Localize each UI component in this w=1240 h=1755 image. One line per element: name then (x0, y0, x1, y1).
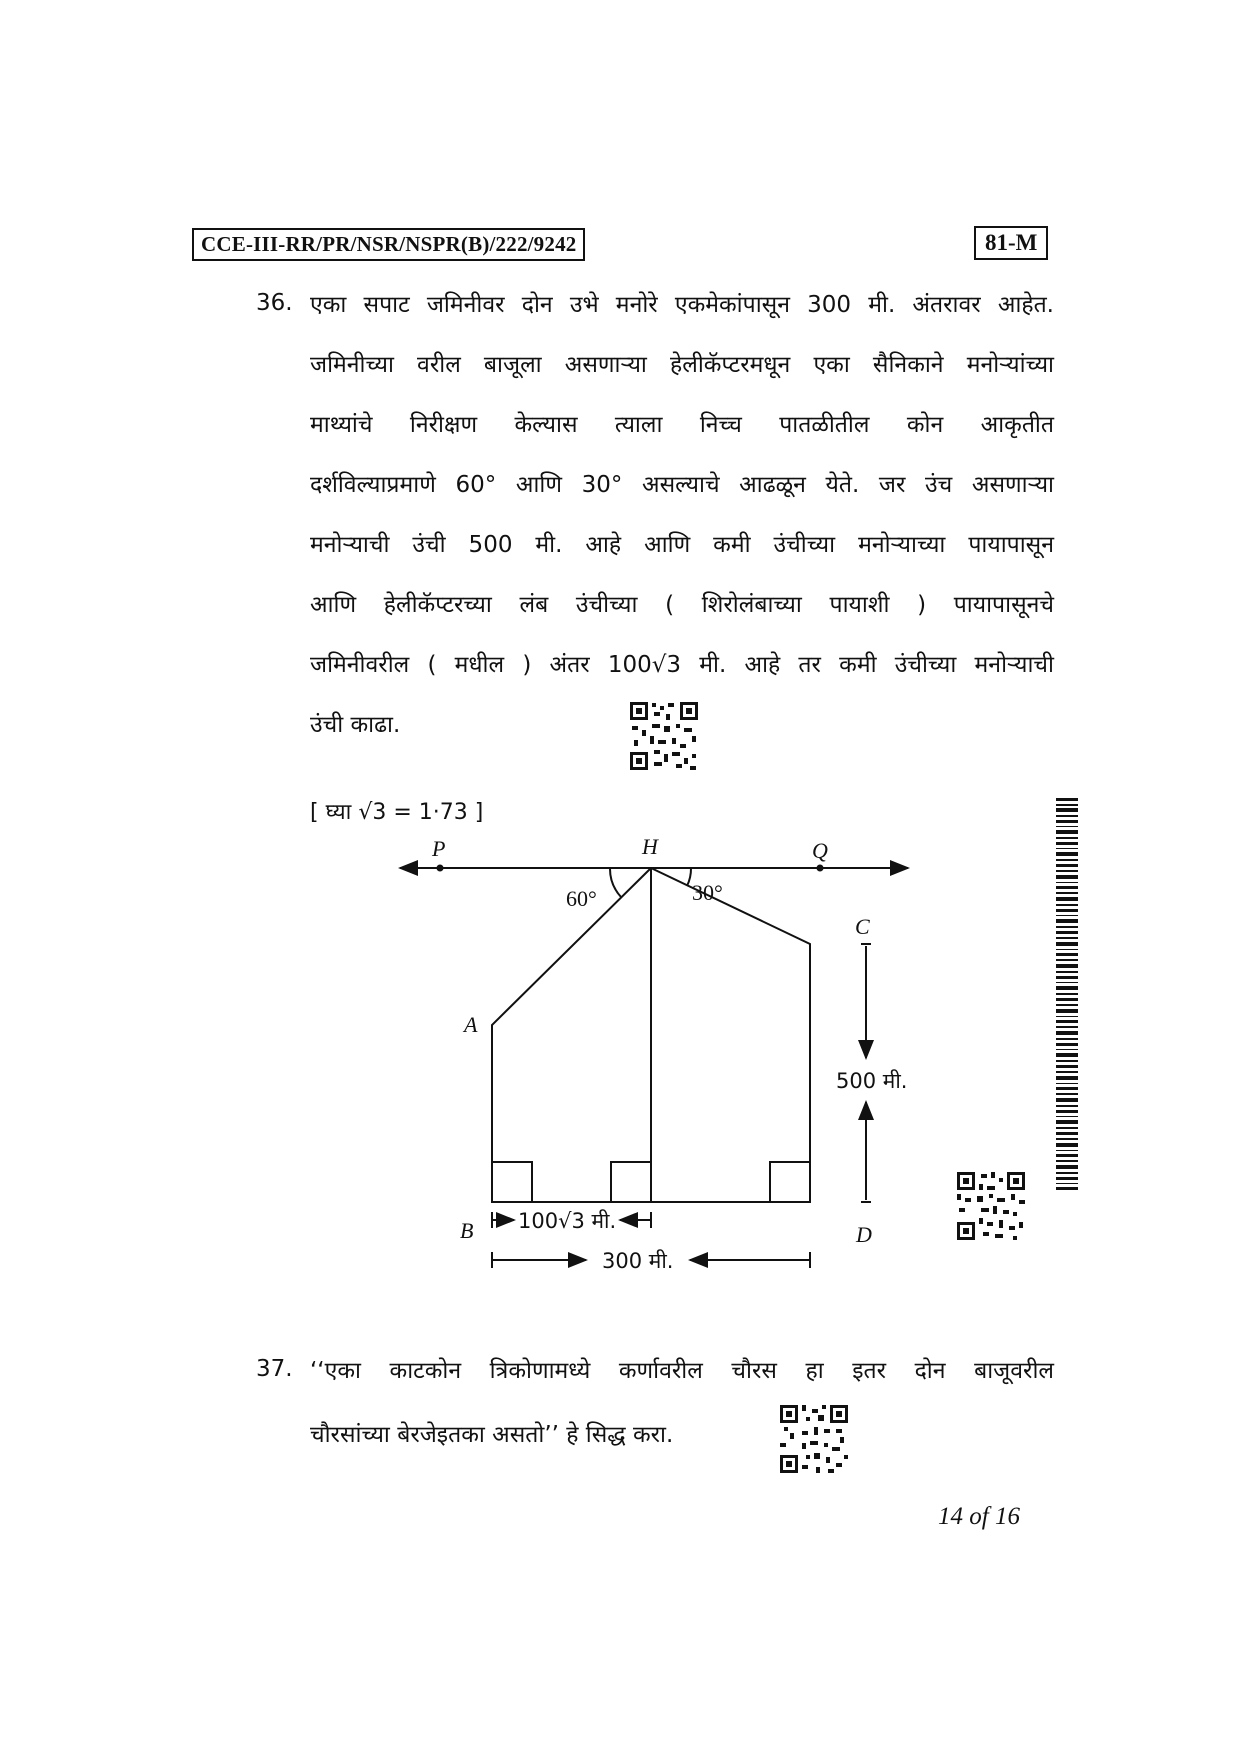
right-angle-mark (611, 1162, 651, 1202)
label-q: Q (812, 838, 828, 863)
label-a: A (464, 1012, 478, 1037)
right-angle-mark (770, 1162, 810, 1202)
question-37-line-2: चौरसांच्या बेरजेइतका असतो’’ हे सिद्ध करा. (310, 1422, 674, 1448)
question-36-line-1: एका सपाट जमिनीवर दोन उभे मनोरे एकमेकांपासून 300 मी. अंतरावर आहेत. (310, 292, 1054, 318)
qr-code-icon (778, 1403, 850, 1475)
barcode-icon (1056, 798, 1078, 1190)
question-36-line-4: दर्शविल्याप्रमाणे 60° आणि 30° असल्याचे आढळून येते. जर उंच असणाऱ्या (310, 472, 1054, 498)
label-b: B (460, 1218, 474, 1243)
question-37-number: 37. (256, 1356, 293, 1382)
point-p (437, 865, 444, 872)
qr-code-icon (955, 1170, 1027, 1242)
label-angle-60: 60° (566, 886, 597, 911)
tower-diagram (380, 830, 940, 1320)
question-36-line-5: मनोऱ्याची उंची 500 मी. आहे आणि कमी उंचीच्या मनोऱ्याच्या पायापासून (310, 532, 1054, 558)
question-36-line-7: जमिनीवरील ( मधील ) अंतर 100√3 मी. आहे तर कमी उंचीच्या मनोऱ्याची (310, 652, 1054, 678)
label-h: H (642, 834, 658, 859)
hint: [ घ्या √3 = 1·73 ] (310, 800, 484, 825)
label-d: D (856, 1222, 872, 1247)
label-base-total: 300 मी. (602, 1249, 674, 1273)
page-number: 14 of 16 (938, 1503, 1020, 1530)
question-36-line-3: माथ्यांचे निरीक्षण केल्यास त्याला निच्च पातळीतील कोन आकृतीत (310, 412, 1054, 438)
angle-arc-30 (687, 868, 691, 886)
exam-code: CCE-III-RR/PR/NSR/NSPR(B)/222/9242 (192, 228, 585, 261)
question-36-number: 36. (256, 290, 293, 316)
tall-tower (651, 868, 810, 1202)
label-base-partial: 100√3 मी. (518, 1209, 617, 1233)
question-37-line-1: ‘‘एका काटकोन त्रिकोणामध्ये कर्णावरील चौरस हा इतर दोन बाजूवरील (310, 1358, 1054, 1384)
angle-arc-60 (610, 868, 621, 897)
qr-code-icon (628, 700, 700, 772)
label-p: P (432, 836, 446, 861)
short-tower (492, 868, 651, 1202)
label-c: C (855, 914, 870, 939)
right-angle-mark (492, 1162, 532, 1202)
question-36-line-2: जमिनीच्या वरील बाजूला असणाऱ्या हेलीकॅप्टरमधून एका सैनिकाने मनोऱ्यांच्या (310, 352, 1054, 378)
label-angle-30: 30° (692, 880, 723, 905)
point-q (817, 865, 824, 872)
question-36-line-8: उंची काढा. (310, 712, 401, 738)
question-36-line-6: आणि हेलीकॅप्टरच्या लंब उंचीच्या ( शिरोलंबाच्या पायाशी ) पायापासूनचे (310, 592, 1054, 618)
label-height-500: 500 मी. (836, 1069, 908, 1093)
paper-code: 81-M (974, 226, 1048, 260)
